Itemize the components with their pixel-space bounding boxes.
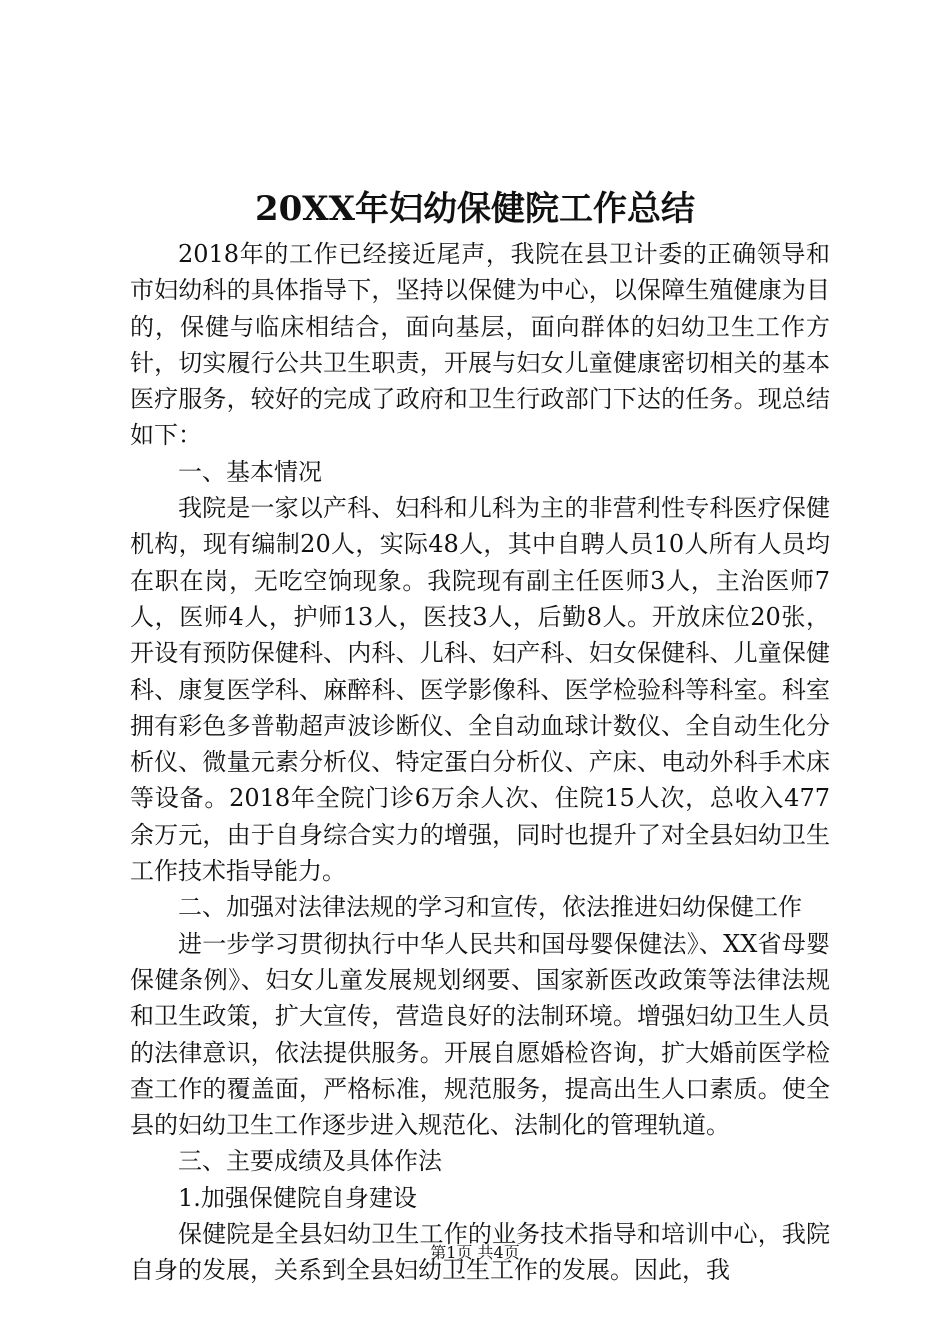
paragraph-intro: 2018年的工作已经接近尾声，我院在县卫计委的正确领导和市妇幼科的具体指导下，坚持以保健为中心，以保障生殖健康为目的，保健与临床相结合，面向基层，面向群体的妇幼卫生工作方针，切实履行公共卫生职责，开展与妇女儿童健康密切相关的基本医疗服务，较好的完成了政府和卫生行政部门下达的任务。现总结如下：	[130, 240, 830, 450]
paragraph-self-construction: 保健院是全县妇幼卫生工作的业务技术指导和培训中心，我院自身的发展，关系到全县妇幼卫生工作的发展。因此，我	[130, 1220, 830, 1285]
page-footer: 第1页 共4页	[430, 1243, 520, 1262]
subheading-self-construction: 1.加强保健院自身建设	[178, 1183, 417, 1212]
heading-basic-situation: 一、基本情况	[178, 457, 322, 486]
heading-law-study: 二、加强对法律法规的学习和宣传，依法推进妇幼保健工作	[178, 893, 802, 922]
paragraph-law-study: 进一步学习贯彻执行中华人民共和国母婴保健法》、XX省母婴保健条例》、妇女儿童发展规划纲要、国家新医改政策等法律法规和卫生政策，扩大宣传，营造良好的法制环境。增强妇幼卫生人员的法律意识，依法提供服务。开展自愿婚检咨询，扩大婚前医学检查工作的覆盖面，严格标准，规范服务，提高出生人口素质。使全县的妇幼卫生工作逐步进入规范化、法制化的管理轨道。	[130, 929, 830, 1140]
paragraph-basic-situation: 我院是一家以产科、妇科和儿科为主的非营利性专科医疗保健机构，现有编制20人，实际48人，其中自聘人员10人所有人员均在职在岗，无吃空饷现象。我院现有副主任医师3人，主治医师7人，医师4人，护师13人，医技3人，后勤8人。开放床位20张，开设有预防保健科、内科、儿科、妇产科、妇女保健科、儿童保健科、康复医学科、麻醉科、医学影像科、医学检验科等科室。科室拥有彩色多普勒超声波诊断仪、全自动血球计数仪、全自动生化分析仪、微量元素分析仪、特定蛋白分析仪、产床、电动外科手术床等设备。2018年全院门诊6万余人次、住院15人次，总收入477余万元，由于自身综合实力的增强，同时也提升了对全县妇幼卫生工作技术指导能力。	[130, 494, 830, 886]
heading-achievements: 三、主要成绩及具体作法	[178, 1147, 442, 1176]
document-body	[130, 236, 830, 1289]
document-title: 20XX年妇幼保健院工作总结	[254, 189, 696, 229]
